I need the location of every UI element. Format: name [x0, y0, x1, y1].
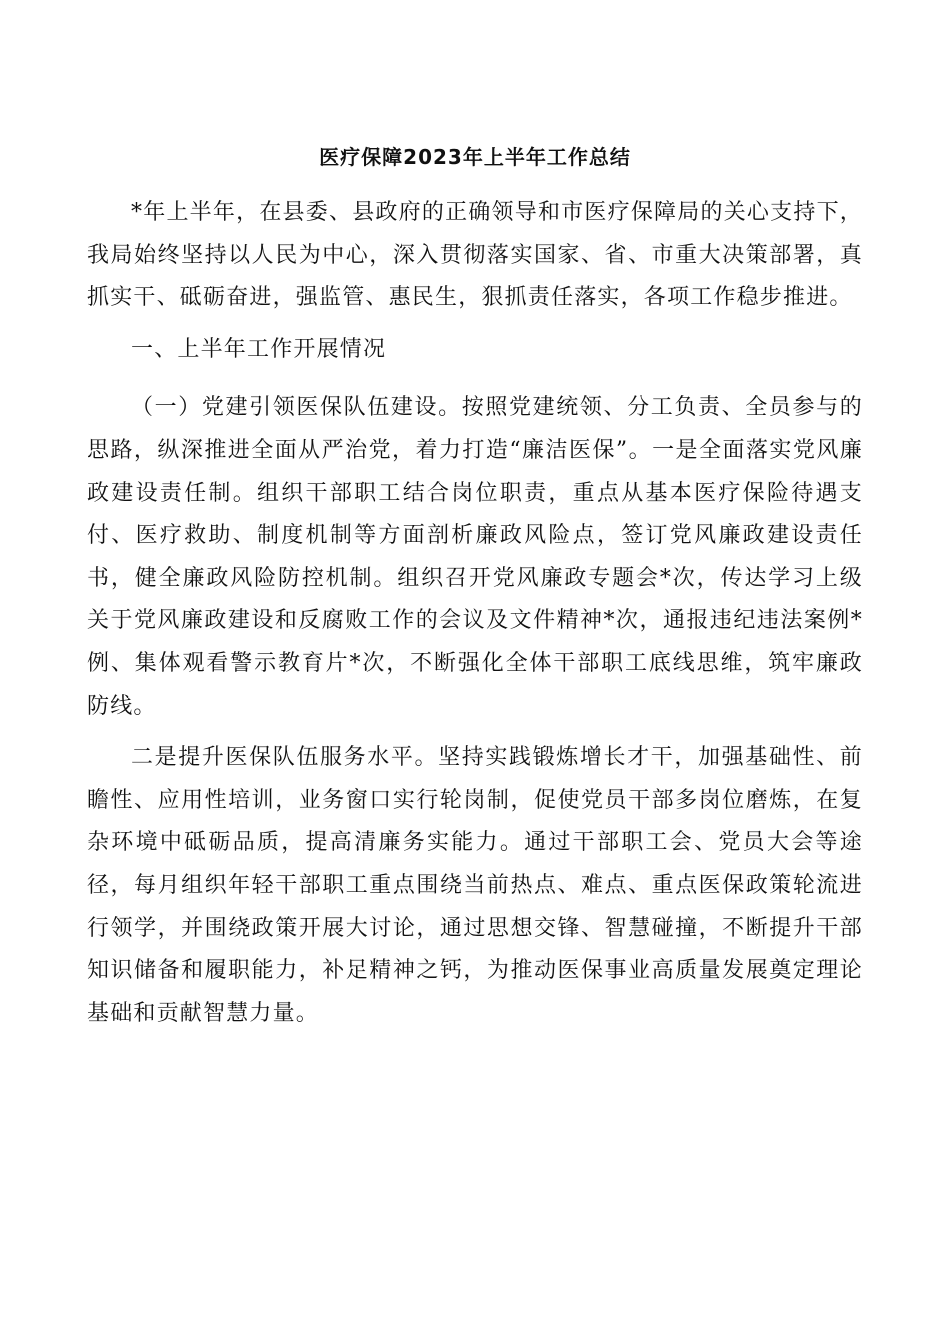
section-heading: 一、上半年工作开展情况 [131, 336, 387, 362]
party-building-paragraph: （一）党建引领医保队伍建设。按照党建统领、分工负责、全员参与的思路，纵深推进全面从严治党，着力打造“廉洁医保”。一是全面落实党风廉政建设责任制。组织干部职工结合岗位职责，重点从基本医疗保险待遇支付、医疗救助、制度机制等方面剖析廉政风险点，签订党风廉政建设责任书，健全廉政风险防控机制。组织召开党风廉政专题会*次，传达学习上级关于党风廉政建设和反腐败工作的会议及文件精神*次，通报违纪违法案例*例、集体观看警示教育片*次，不断强化全体干部职工底线思维，筑牢廉政防线。 [87, 395, 863, 719]
document-title: 医疗保障2023年上半年工作总结 [319, 145, 631, 169]
intro-paragraph: *年上半年，在县委、县政府的正确领导和市医疗保障局的关心支持下，我局始终坚持以人民为中心，深入贯彻落实国家、省、市重大决策部署，真抓实干、砥砺奋进，强监管、惠民生，狠抓责任落实，各项工作稳步推进。 [87, 200, 863, 311]
document-body [87, 192, 863, 1044]
service-level-paragraph: 二是提升医保队伍服务水平。坚持实践锻炼增长才干，加强基础性、前瞻性、应用性培训，业务窗口实行轮岗制，促使党员干部多岗位磨炼，在复杂环境中砥砺品质，提高清廉务实能力。通过干部职工会、党员大会等途径，每月组织年轻干部职工重点围绕当前热点、难点、重点医保政策轮流进行领学，并围绕政策开展大讨论，通过思想交锋、智慧碰撞，不断提升干部知识储备和履职能力，补足精神之钙，为推动医保事业高质量发展奠定理论基础和贡献智慧力量。 [87, 745, 863, 1026]
